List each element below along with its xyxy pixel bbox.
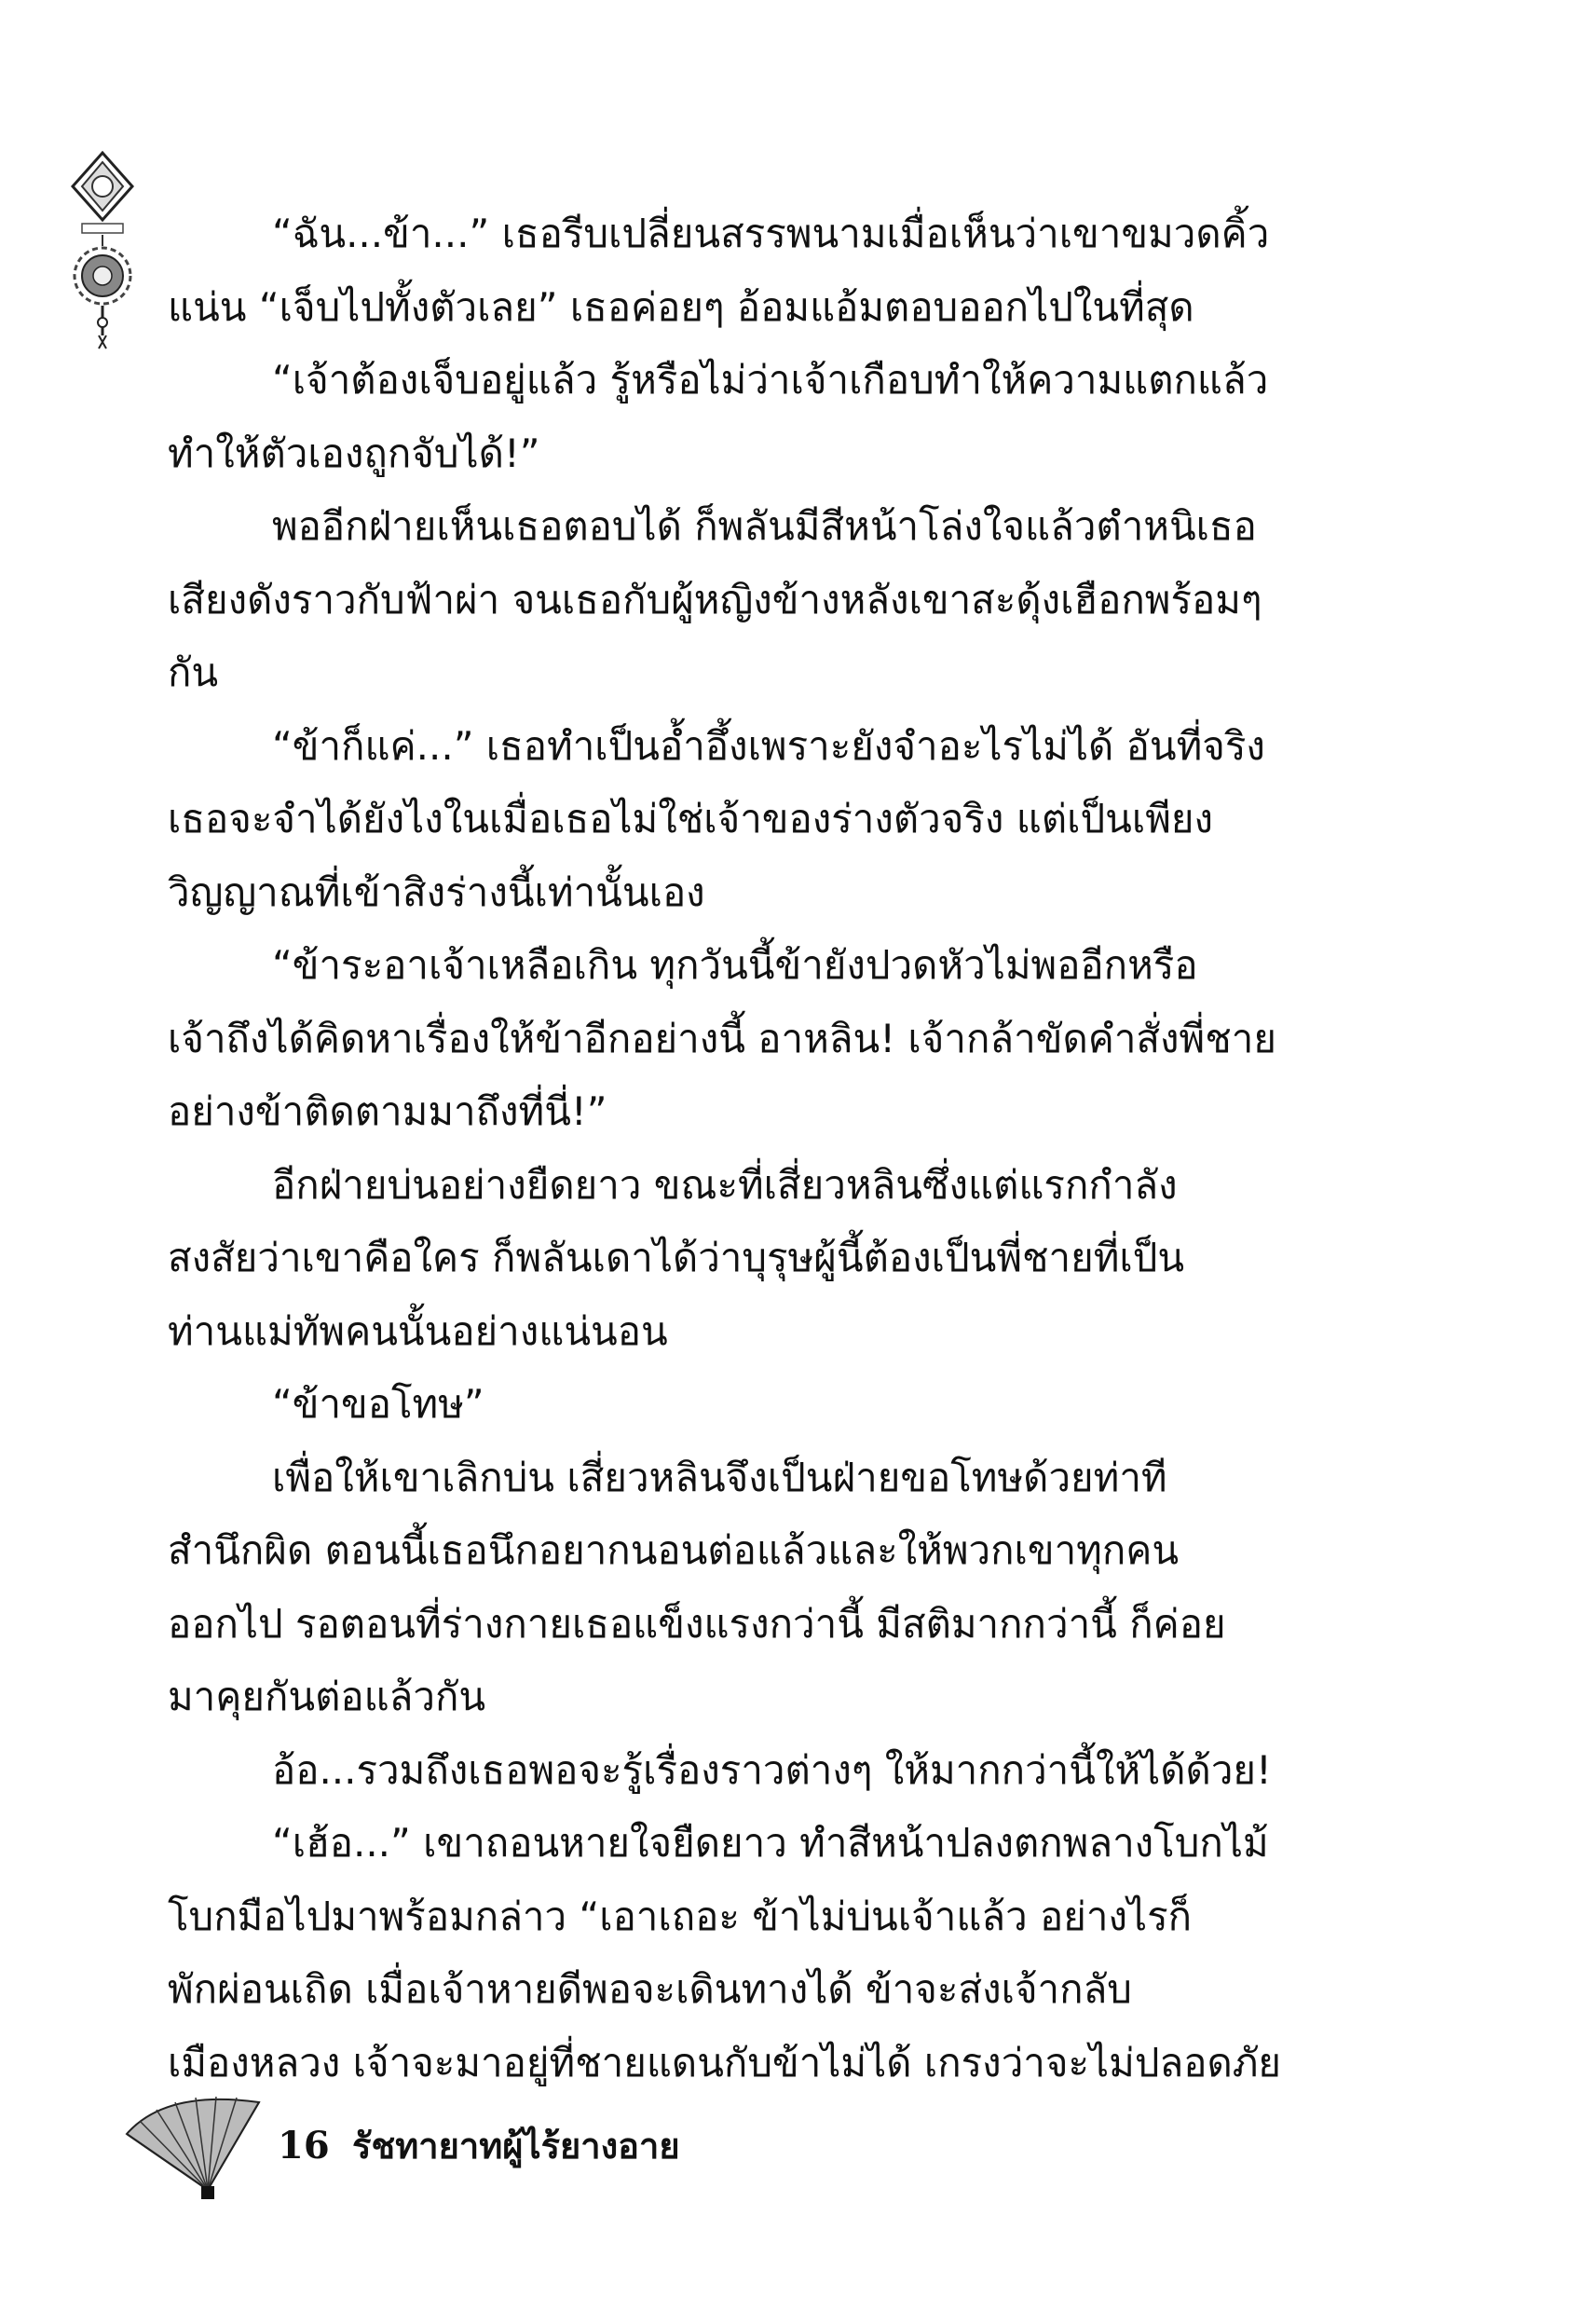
- text-line: ท่านแม่ทัพคนนั้นอย่างแน่นอน: [168, 1307, 668, 1354]
- text-line: พออีกฝ่ายเห็นเธอตอบได้ ก็พลันมีสีหน้าโล่งใจแล้วตำหนิเธอ: [272, 503, 1257, 549]
- diamond-medallion-icon: [65, 149, 140, 354]
- text-line: กัน: [168, 650, 219, 695]
- folding-fan-icon: [119, 2085, 292, 2207]
- text-line: “ข้าก็แค่...” เธอทำเป็นอ้ำอึ้งเพราะยังจำอะไรไม่ได้ อันที่จริง: [272, 722, 1265, 769]
- text-line: เจ้าถึงได้คิดหาเรื่องให้ข้าอีกอย่างนี้ อาหลิน! เจ้ากล้าขัดคำสั่งพี่ชาย: [168, 1015, 1276, 1061]
- text-line: แน่น “เจ็บไปทั้งตัวเลย” เธอค่อยๆ อ้อมแอ้มตอบออกไปในที่สุด: [168, 283, 1194, 330]
- text-line: โบกมือไปมาพร้อมกล่าว “เอาเถอะ ข้าไม่บ่นเจ้าแล้ว อย่างไรก็: [168, 1893, 1193, 1939]
- text-line: “ข้าระอาเจ้าเหลือเกิน ทุกวันนี้ข้ายังปวดหัวไม่พออีกหรือ: [272, 942, 1198, 988]
- text-line: อ้อ...รวมถึงเธอพอจะรู้เรื่องราวต่างๆ ให้มากกว่านี้ให้ได้ด้วย!: [272, 1746, 1272, 1793]
- text-line: “ข้าขอโทษ”: [272, 1381, 484, 1427]
- text-line: ทำให้ตัวเองถูกจับได้!”: [168, 430, 540, 476]
- text-line: “ฉัน...ข้า...” เธอรีบเปลี่ยนสรรพนามเมื่อเห็นว่าเขาขมวดคิ้ว: [272, 211, 1270, 256]
- text-line: เสียงดังราวกับฟ้าผ่า จนเธอกับผู้หญิงข้างหลังเขาสะดุ้งเฮือกพร้อมๆ: [168, 576, 1262, 622]
- page-footer: [119, 2085, 958, 2207]
- book-title: รัชทายาทผู้ไร้ยางอาย: [352, 2126, 680, 2167]
- text-line: สำนึกผิด ตอนนี้เธอนึกอยากนอนต่อแล้วและให้พวกเขาทุกคน: [168, 1527, 1180, 1573]
- text-line: เพื่อให้เขาเลิกบ่น เสี่ยวหลินจึงเป็นฝ่ายขอโทษด้วยท่าที: [272, 1454, 1167, 1500]
- text-line: “เฮ้อ...” เขาถอนหายใจยืดยาว ทำสีหน้าปลงตกพลางโบกไม้: [272, 1820, 1269, 1866]
- text-line: อีกฝ่ายบ่นอย่างยืดยาว ขณะที่เสี่ยวหลินซึ่งแต่แรกกำลัง: [272, 1161, 1178, 1208]
- text-line: “เจ้าต้องเจ็บอยู่แล้ว รู้หรือไม่ว่าเจ้าเกือบทำให้ความแตกแล้ว: [272, 357, 1269, 403]
- text-line: สงสัยว่าเขาคือใคร ก็พลันเดาได้ว่าบุรุษผู้นี้ต้องเป็นพี่ชายที่เป็น: [168, 1235, 1185, 1280]
- text-line: พักผ่อนเถิด เมื่อเจ้าหายดีพอจะเดินทางได้ ข้าจะส่งเจ้ากลับ: [168, 1966, 1132, 2012]
- text-line: เมืองหลวง เจ้าจะมาอยู่ที่ชายแดนกับข้าไม่ได้ เกรงว่าจะไม่ปลอดภัย: [168, 2039, 1282, 2085]
- text-line: วิญญาณที่เข้าสิงร่างนี้เท่านั้นเอง: [168, 868, 705, 915]
- text-line: เธอจะจำได้ยังไงในเมื่อเธอไม่ใช่เจ้าของร่างตัวจริง แต่เป็นเพียง: [168, 796, 1214, 841]
- body-text: [168, 198, 1323, 2099]
- text-line: อย่างข้าติดตามมาถึงที่นี่!”: [168, 1088, 607, 1134]
- page-number: 16: [278, 2124, 330, 2167]
- text-line: ออกไป รอตอนที่ร่างกายเธอแข็งแรงกว่านี้ มีสติมากกว่านี้ ก็ค่อย: [168, 1600, 1226, 1647]
- ornament-medallion-icon: [65, 149, 140, 354]
- text-line: มาคุยกันต่อแล้วกัน: [168, 1674, 486, 1719]
